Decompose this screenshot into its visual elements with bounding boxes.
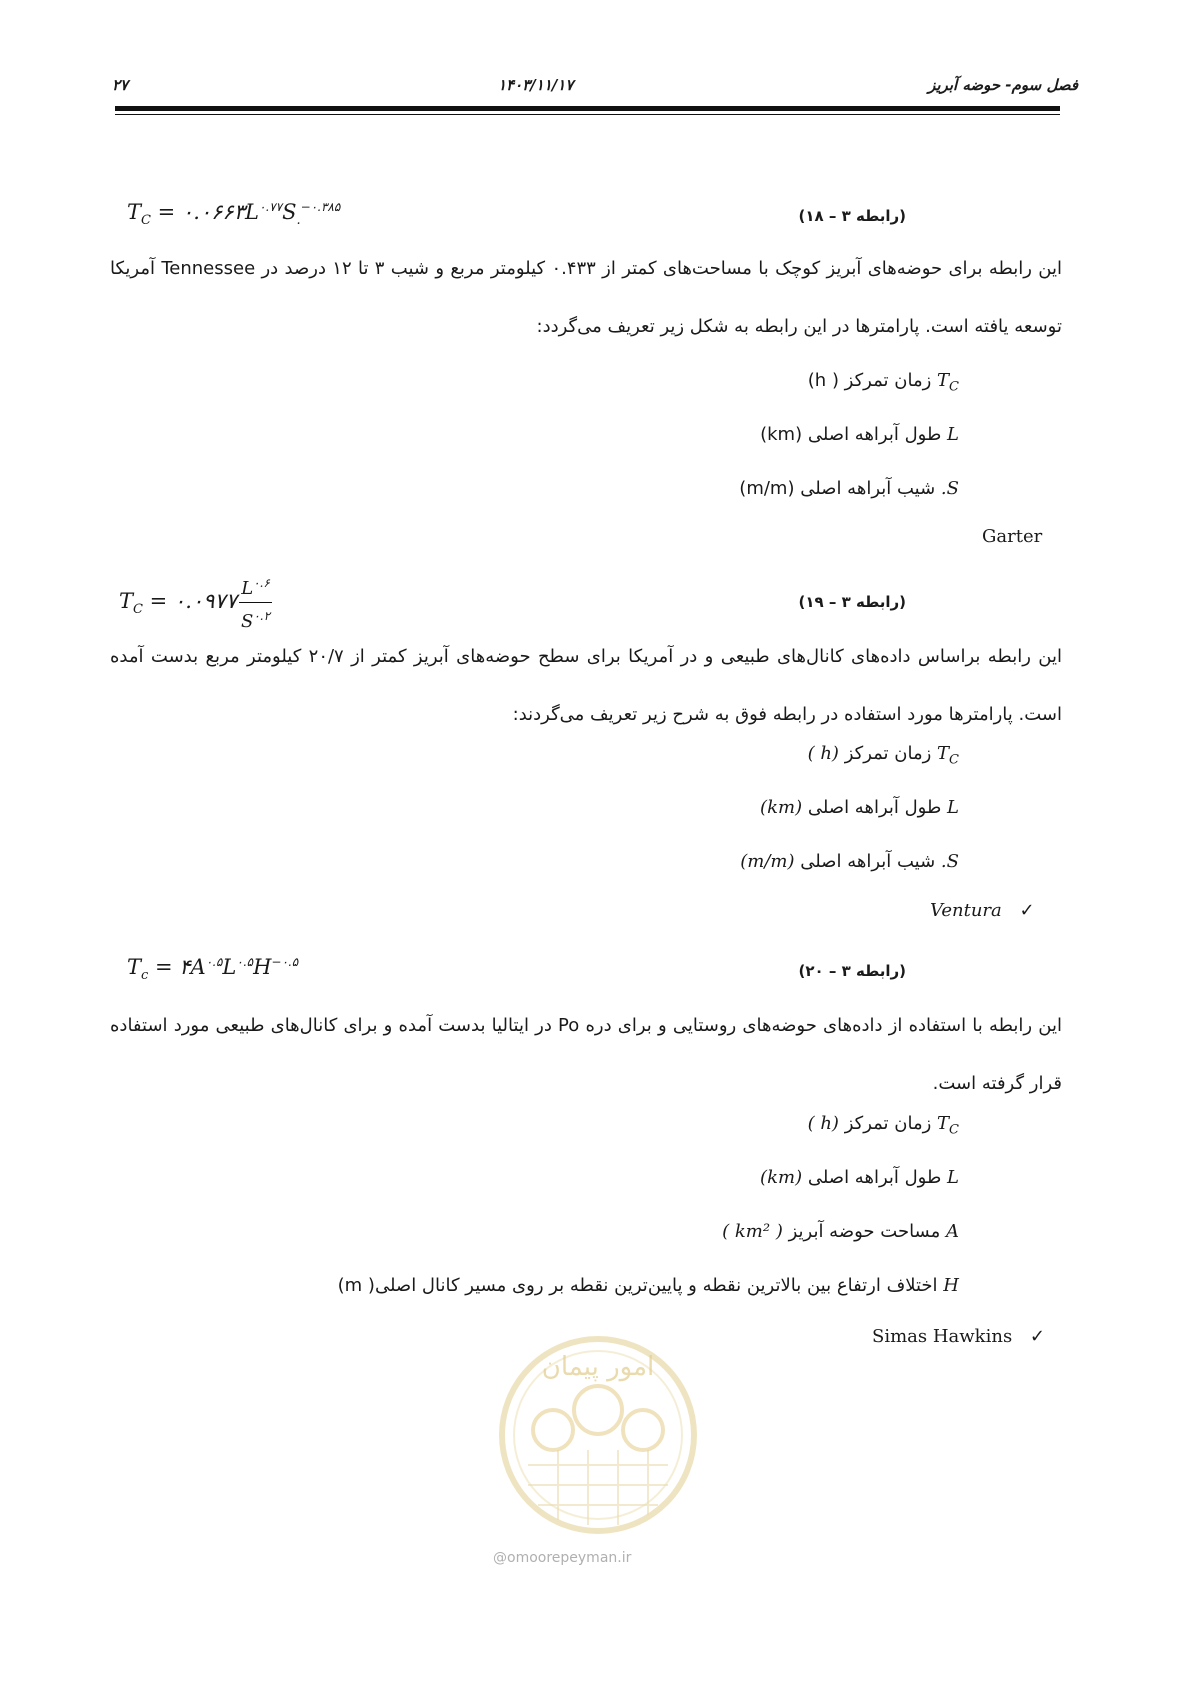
def-l-19: L طول آبراهه اصلی (km) [760, 797, 959, 818]
equation-19: $T_C$ = ۰.۰۹۷۷ $\frac{L^{۰.۶}}{S^{۰.۲}}$ [119, 570, 272, 635]
method-garter: Garter [982, 526, 1043, 547]
equation-19-label: (رابطه ۳ – ۱۹) [798, 593, 906, 611]
page-number: ۲۷ [112, 76, 129, 94]
equation-20-label: (رابطه ۳ – ۲۰) [798, 962, 906, 980]
equation-18: $T_C$ = $۰.۰۶۶۳L^{۰.۷۷}S_.^{-۰.۳۸۵}$ [127, 200, 341, 229]
method-simas-hawkins: Simas Hawkins ✓ [872, 1326, 1046, 1347]
header-date: ۱۴۰۳/۱۱/۱۷ [498, 76, 574, 94]
def-s-19: S. شیب آبراهه اصلی (m/m) [740, 851, 959, 872]
watermark-logo-icon [488, 1335, 708, 1535]
def-tc-19: $T_C$ زمان تمرکز (h ) [807, 743, 959, 768]
equation-20: $T_c$ = $۴A^{۰.۵}L^{۰.۵}H^{-۰.۵}$ [127, 955, 299, 984]
equation-18-label: (رابطه ۳ – ۱۸) [798, 207, 906, 225]
method-ventura: Ventura ✓ [930, 900, 1035, 921]
paragraph-19: این رابطه براساس داده‌های کانال‌های طبیعی و در آمریکا برای سطح حوضه‌های آبریز کمتر از ۲۰/۷ کیلومتر مربع بدست آمده است. پارامترها مورد استفاده در رابطه فوق به شرح زیر تعریف می‌گردند: [110, 646, 1062, 725]
header-rule-thin [115, 114, 1060, 115]
paragraph-20: این رابطه با استفاده از داده‌های حوضه‌های روستایی و برای دره Po در ایتالیا بدست آمده و برای کانال‌های طبیعی مورد استفاده قرار گرفته است. [110, 1015, 1062, 1094]
def-l-20: L طول آبراهه اصلی (km) [760, 1167, 959, 1188]
def-tc-20: $T_C$ زمان تمرکز (h ) [807, 1113, 959, 1138]
watermark-logo-text: امور پیمان [541, 1352, 655, 1382]
paragraph-18: این رابطه برای حوضه‌های آبریز کوچک با مساحت‌های کمتر از ۰.۴۳۳ کیلومتر مربع و شیب ۳ تا ۱۲ درصد در Tennessee آمریکا توسعه یافته است. پارامترها در این رابطه به شکل زیر تعریف می‌گردد: [110, 258, 1062, 337]
def-h-20: H اختلاف ارتفاع بین بالاترین نقطه و پایین‌ترین نقطه بر روی مسیر کانال اصلی( m) [337, 1275, 959, 1296]
def-s-18: S. شیب آبراهه اصلی (m/m) [739, 478, 959, 499]
def-l-18: L طول آبراهه اصلی (km) [760, 424, 959, 445]
def-tc-18: $T_C$ زمان تمرکز ( h) [807, 370, 959, 395]
watermark-url: @omoorepeyman.ir [493, 1550, 632, 1566]
header-rule-thick [115, 106, 1060, 111]
check-icon: ✓ [1029, 1326, 1046, 1347]
check-icon: ✓ [1019, 900, 1035, 921]
def-a-20: A مساحت حوضه آبریز ( km² ) [722, 1221, 959, 1242]
chapter-title: فصل سوم- حوضه آبریز [928, 76, 1078, 94]
